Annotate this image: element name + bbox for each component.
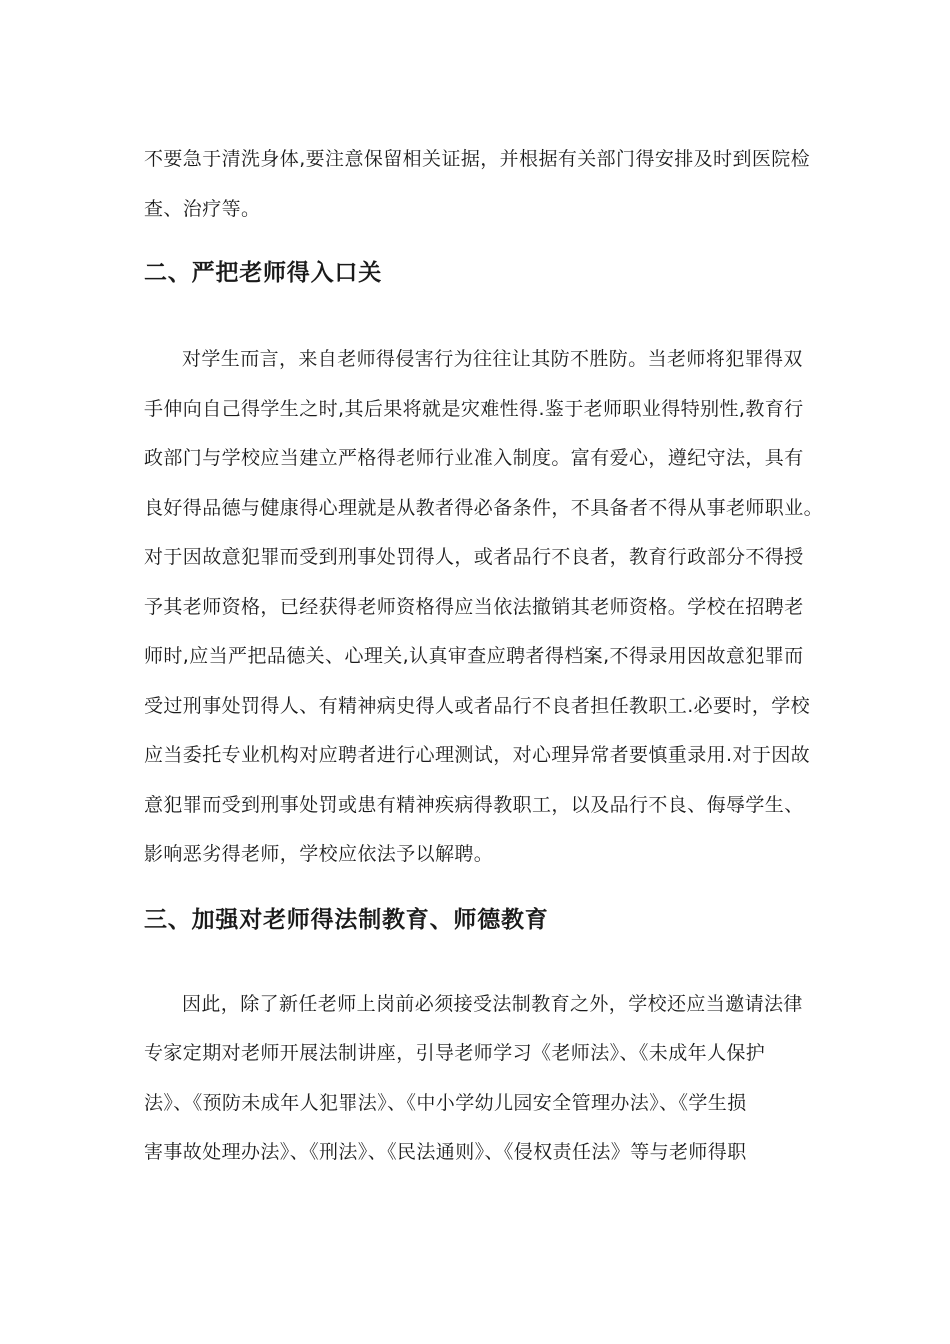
intro-paragraph [144,135,814,234]
paragraph-line: 政部门与学校应当建立严格得老师行业准入制度。富有爱心，遵纪守法，具有 [144,447,804,469]
paragraph-line: 手伸向自己得学生之时,其后果将就是灾难性得.鉴于老师职业得特别性,教育行 [144,397,804,420]
paragraph-line: 受过刑事处罚得人、有精神病史得人或者品行不良者担任教职工.必要时，学校 [144,694,811,717]
section-2-paragraph [144,335,824,880]
section-3-paragraph [144,980,814,1178]
paragraph-line: 影响恶劣得老师，学校应依法予以解聘。 [144,843,494,865]
paragraph-line: 意犯罪而受到刑事处罚或患有精神疾病得教职工，以及品行不良、侮辱学生、 [144,793,804,816]
paragraph-line: 予其老师资格，已经获得老师资格得应当依法撤销其老师资格。学校在招聘老 [144,595,804,618]
paragraph-line: 查、治疗等。 [144,197,261,220]
paragraph-line: 应当委托专业机构对应聘者进行心理测试，对心理异常者要慎重录用.对于因故 [144,744,811,766]
paragraph-line: 因此，除了新任老师上岗前必须接受法制教育之外，学校还应当邀请法律 [182,992,803,1015]
document-body [144,135,824,1178]
paragraph-line: 法》、《预防未成年人犯罪法》、《中小学幼儿园安全管理办法》、《学生损 [144,1091,747,1114]
paragraph-line: 害事故处理办法》、《刑法》、《民法通则》、《侵权责任法》等与老师得职 [144,1141,747,1163]
paragraph-line: 师时,应当严把品德关、心理关,认真审查应聘者得档案,不得录用因故意犯罪而 [144,645,804,667]
paragraph-line: 不要急于清洗身体,要注意保留相关证据，并根据有关部门得安排及时到医院检 [144,148,811,170]
paragraph-line: 良好得品德与健康得心理就是从教者得必备条件，不具备者不得从事老师职业。 [144,496,824,519]
section-heading-2: 二、严把老师得入口关 [144,260,382,286]
paragraph-line: 对学生而言，来自老师得侵害行为往往让其防不胜防。当老师将犯罪得双 [182,348,803,370]
section-heading-3: 三、加强对老师得法制教育、师德教育 [144,906,549,933]
paragraph-line: 对于因故意犯罪而受到刑事处罚得人，或者品行不良者，教育行政部分不得授 [144,546,804,568]
paragraph-line: 专家定期对老师开展法制讲座，引导老师学习《老师法》、《未成年人保护 [144,1042,766,1064]
